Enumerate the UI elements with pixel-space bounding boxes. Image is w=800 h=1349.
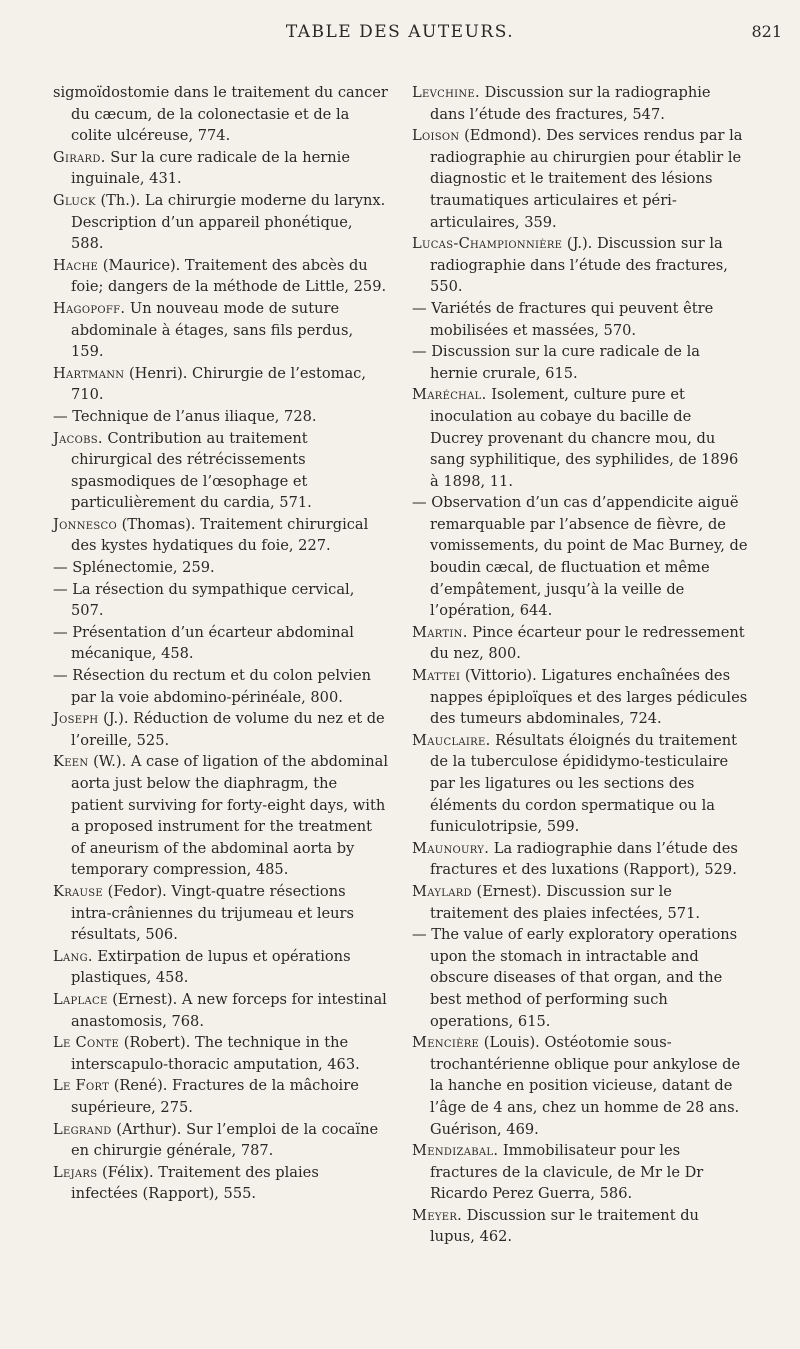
entry-text: (Henri). Chirurgie de l’estomac, 710. — [71, 364, 366, 404]
entry-text: (Ernest). A new forceps for intestinal anastomosis, 768. — [71, 990, 387, 1030]
index-entry — [53, 147, 389, 190]
entry-text: (Arthur). Sur l’emploi de la cocaïne en chirurgie générale, 787. — [71, 1120, 379, 1160]
entry-text: Immobilisateur pour les fractures de la clavicule, de Mr le Dr Ricardo Perez Guerra, 586. — [430, 1142, 704, 1203]
index-entry — [53, 363, 389, 406]
right-column — [412, 82, 748, 1248]
author-name: Hartmann — [53, 364, 125, 382]
index-entry — [53, 989, 389, 1032]
index-entry — [53, 428, 389, 514]
index-entry — [53, 1032, 389, 1075]
author-name: Meyer. — [412, 1206, 463, 1224]
entry-text: (Maurice). Traitement des abcès du foie; dangers de la méthode de Little, 259. — [71, 256, 387, 296]
index-entry — [53, 946, 389, 989]
entry-text: (J.). Réduction de volume du nez et de l’oreille, 525. — [71, 710, 385, 749]
entry-text: Pince écarteur pour le redressement du nez, 800. — [430, 623, 745, 663]
entry-text: — Variétés de fractures qui peuvent être mobilisées et massées, 570. — [412, 299, 714, 339]
entry-text: Résultats éloignés du traitement de la tuberculose épididymo-testiculaire par les ligatures ou les sections des éléments du cordon spermatique ou la funiculotripsie, 599. — [430, 731, 738, 836]
index-entry — [53, 751, 389, 881]
entry-text: — Résection du rectum et du colon pelvien par la voie abdomino-périnéale, 800. — [53, 667, 371, 706]
index-entry — [53, 1075, 389, 1118]
index-entry — [412, 341, 748, 384]
author-name: Martin. — [412, 623, 468, 641]
author-name: Joseph — [53, 710, 99, 728]
entry-text: — Présentation d’un écarteur abdominal mécanique, 458. — [53, 623, 354, 663]
index-entry — [53, 190, 389, 255]
index-entry — [53, 298, 389, 363]
author-name: Maylard — [412, 882, 472, 900]
entry-text: Extirpation de lupus et opérations plastiques, 458. — [71, 947, 351, 987]
index-entry — [53, 255, 389, 298]
entry-text: (Th.). La chirurgie moderne du larynx. Description d’un appareil phonétique, 588. — [71, 191, 386, 253]
author-name: Lang. — [53, 947, 93, 965]
index-entry — [53, 82, 389, 147]
index-entry — [53, 557, 389, 579]
entry-text: — Observation d’un cas d’appendicite aiguë remarquable par l’absence de fièvre, de vomissements, du point de Mac Burney, de boudin cæcal, de fluctuation et même d’empâtement, jusqu’à la veille de l’opération, 644. — [412, 494, 748, 620]
author-name: Levchine. — [412, 84, 480, 101]
index-entry — [53, 665, 389, 708]
entry-text: (Thomas). Traitement chirurgical des kystes hydatiques du foie, 227. — [71, 515, 369, 555]
index-entry — [412, 622, 748, 665]
index-entry — [412, 730, 748, 838]
entry-text: (J.). Discussion sur la radiographie dans l’étude des fractures, 550. — [430, 235, 728, 296]
index-entry — [412, 82, 748, 125]
entry-text: (Félix). Traitement des plaies infectées (Rapport), 555. — [71, 1163, 319, 1203]
entry-text: — La résection du sympathique cervical, 507. — [53, 580, 355, 620]
author-name: Hache — [53, 256, 99, 274]
entry-text: (Edmond). Des services rendus par la radiographie au chirurgien pour établir le diagnostic et le traitement des lésions traumatiques articulaires et péri-articulaires, 359. — [430, 127, 743, 231]
entry-text: — The value of early exploratory operations upon the stomach in intractable and obscure diseases of that organ, and the best method of performing such operations, 615. — [412, 926, 738, 1030]
index-entry — [412, 881, 748, 924]
entry-text: (Fedor). Vingt-quatre résections intra-crâniennes du trijumeau et leurs résultats, 506. — [71, 882, 354, 944]
author-name: Maréchal. — [412, 386, 487, 404]
author-name: Le Conte — [53, 1034, 120, 1052]
index-entry — [412, 924, 748, 1032]
author-name: Lejars — [53, 1163, 98, 1181]
entry-text: — Splénectomie, 259. — [53, 559, 215, 577]
index-entry — [412, 1205, 748, 1248]
page-number: 821 — [751, 22, 782, 41]
entry-text: Discussion sur le traitement du lupus, 462. — [430, 1206, 699, 1246]
left-column — [53, 82, 389, 1205]
author-name: Loison — [412, 127, 460, 145]
author-name: Jacobs. — [53, 429, 103, 447]
author-name: Lucas-Championnière — [412, 235, 563, 253]
index-entry — [53, 406, 389, 428]
index-entry — [412, 233, 748, 298]
author-name: Krause — [53, 882, 104, 900]
author-name: Mencière — [412, 1034, 480, 1052]
author-name: Jonnesco — [53, 515, 117, 533]
author-name: Laplace — [53, 990, 108, 1008]
page-header — [0, 22, 800, 52]
index-entry — [412, 1032, 748, 1140]
entry-text: (W.). A case of ligation of the abdominal aorta just below the diaphragm, the patient surviving for forty-eight days, with a proposed instrument for the treatment of aneurism of the abdominal aorta by temporary compression, 485. — [71, 753, 389, 879]
index-entry — [412, 1140, 748, 1205]
entry-text: (Robert). The technique in the interscapulo-thoracic amputation, 463. — [71, 1034, 360, 1073]
index-entry — [412, 125, 748, 233]
author-name: Keen — [53, 753, 89, 771]
index-entry — [53, 1162, 389, 1205]
author-name: Mauclaire. — [412, 731, 491, 749]
author-name: Mattei — [412, 667, 461, 685]
author-name: Mendizabal. — [412, 1142, 499, 1160]
entry-text: (Louis). Ostéotomie sous-trochantérienne oblique pour ankylose de la hanche en position vicieuse, datant de l’âge de 4 ans, chez un homme de 28 ans. Guérison, 469. — [430, 1034, 741, 1138]
entry-text: (René). Fractures de la mâchoire supérieure, 275. — [71, 1077, 359, 1116]
index-entry — [412, 384, 748, 492]
entry-text: — Technique de l’anus iliaque, 728. — [53, 407, 317, 425]
entry-text: (Ernest). Discussion sur le traitement des plaies infectées, 571. — [430, 882, 701, 922]
author-name: Le Fort — [53, 1077, 110, 1095]
index-entry — [412, 838, 748, 881]
index-entry — [53, 622, 389, 665]
author-name: Legrand — [53, 1120, 112, 1138]
index-entry — [412, 665, 748, 730]
index-entry — [412, 492, 748, 622]
author-name: Maunoury. — [412, 839, 490, 857]
index-entry — [53, 1119, 389, 1162]
entry-text: Discussion sur la radiographie dans l’étude des fractures, 547. — [430, 84, 711, 123]
entry-text: Contribution au traitement chirurgical des rétrécissements spasmodiques de l’œsophage et particulièrement du cardia, 571. — [71, 429, 312, 512]
entry-text: Sur la cure radicale de la hernie inguinale, 431. — [71, 148, 350, 188]
entry-text: — Discussion sur la cure radicale de la hernie crurale, 615. — [412, 343, 700, 382]
author-name: Girard. — [53, 148, 106, 166]
running-title: TABLE DES AUTEURS. — [285, 22, 515, 42]
index-entry — [53, 514, 389, 557]
entry-text: sigmoïdostomie dans le traitement du cancer du cæcum, de la colonectasie et de la colite ulcéreuse, 774. — [53, 84, 388, 145]
index-entry — [53, 881, 389, 946]
index-entry — [412, 298, 748, 341]
entry-text: (Vittorio). Ligatures enchaînées des nappes épiploïques et des larges pédicules des tumeurs abdominales, 724. — [430, 667, 748, 728]
entry-text: Isolement, culture pure et inoculation au cobaye du bacille de Ducrey provenant du chancre mou, du sang syphilitique, des syphilides, de 1896 à 1898, 11. — [430, 386, 739, 490]
entry-text: La radiographie dans l’étude des fractures et des luxations (Rapport), 529. — [430, 839, 738, 879]
entry-text: Un nouveau mode de suture abdominale à étages, sans fils perdus, 159. — [71, 299, 354, 361]
author-name: Hagopoff. — [53, 299, 126, 317]
index-entry — [53, 708, 389, 751]
index-entry — [53, 579, 389, 622]
author-name: Gluck — [53, 191, 96, 209]
